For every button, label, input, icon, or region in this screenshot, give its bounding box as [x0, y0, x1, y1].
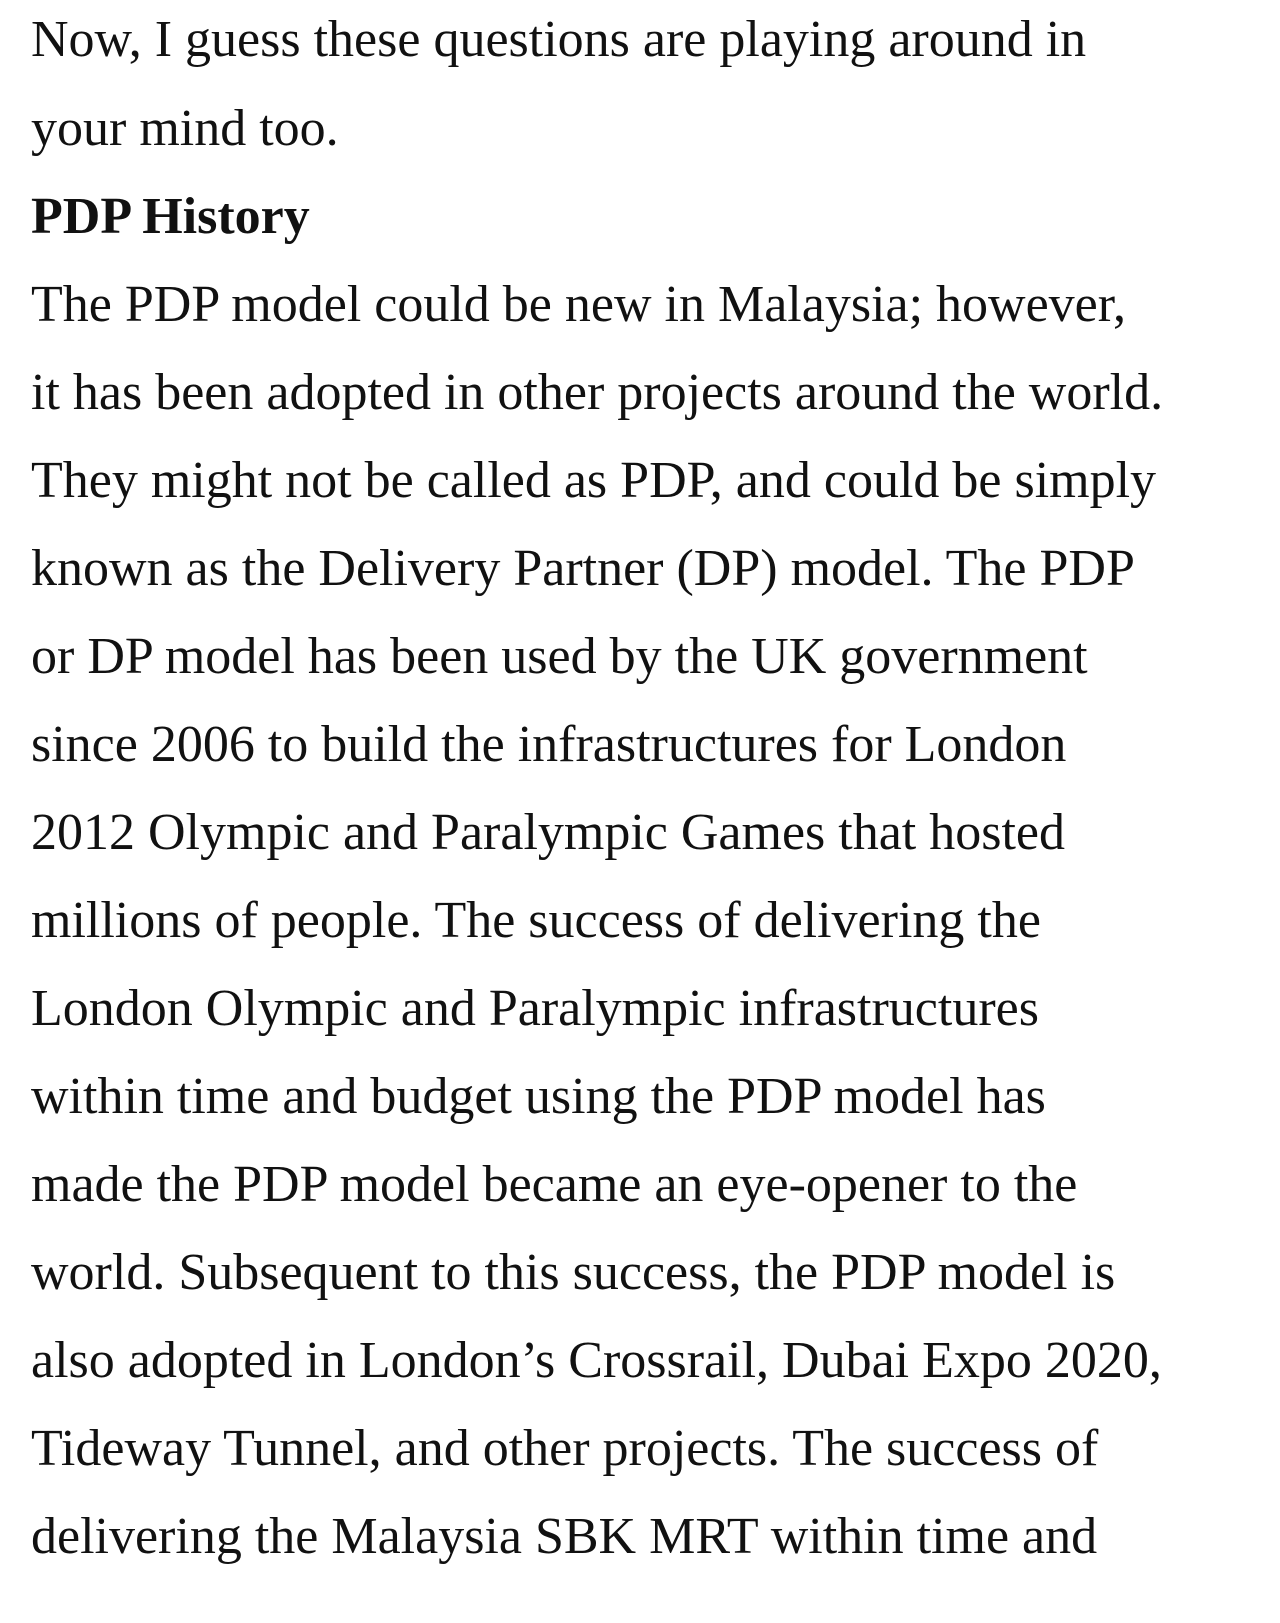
paragraph-line-11: made the PDP model became an eye-opener to the: [31, 1156, 1078, 1213]
paragraph-line-1: The PDP model could be new in Malaysia; however,: [31, 276, 1126, 333]
paragraph-line-5: or DP model has been used by the UK government: [31, 628, 1088, 685]
paragraph-line-12: world. Subsequent to this success, the PDP model is: [31, 1244, 1116, 1301]
paragraph-line-15: delivering the Malaysia SBK MRT within time and: [31, 1508, 1098, 1565]
paragraph-line-14: Tideway Tunnel, and other projects. The success of: [31, 1420, 1099, 1477]
paragraph-line-13: also adopted in London’s Crossrail, Dubai Expo 2020,: [31, 1332, 1162, 1389]
paragraph-line-6: since 2006 to build the infrastructures for London: [31, 716, 1067, 773]
intro-line-1: Now, I guess these questions are playing around in: [31, 11, 1087, 68]
section-heading: PDP History: [31, 188, 310, 245]
paragraph-line-9: London Olympic and Paralympic infrastructures: [31, 980, 1039, 1037]
paragraph-line-2: it has been adopted in other projects around the world.: [31, 364, 1164, 421]
paragraph-line-10: within time and budget using the PDP model has: [31, 1068, 1046, 1125]
paragraph-line-4: known as the Delivery Partner (DP) model. The PDP: [31, 540, 1135, 597]
paragraph-line-8: millions of people. The success of delivering the: [31, 892, 1041, 949]
paragraph-line-7: 2012 Olympic and Paralympic Games that hosted: [31, 804, 1066, 861]
paragraph-line-3: They might not be called as PDP, and could be simply: [31, 452, 1157, 509]
intro-line-2: your mind too.: [31, 100, 339, 157]
